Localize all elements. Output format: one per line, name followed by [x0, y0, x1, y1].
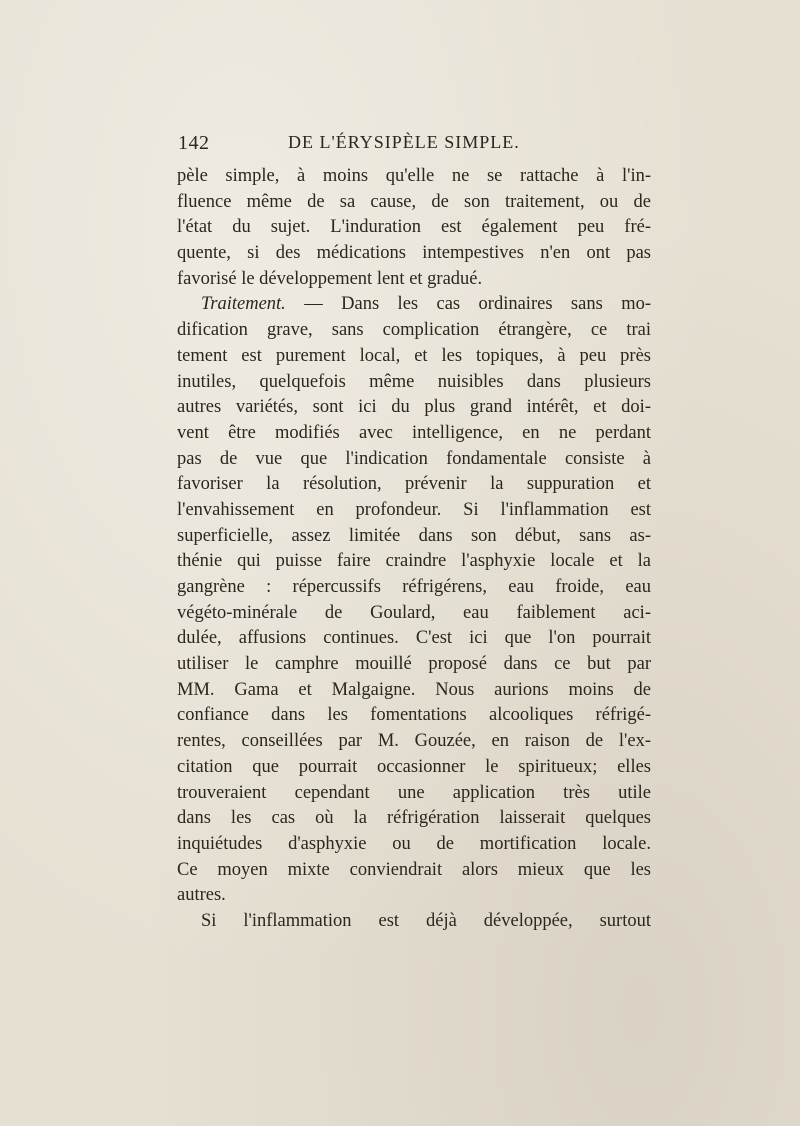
text-line: l'envahissement en profondeur. Si l'inflammation est — [177, 499, 651, 520]
text-line: Si l'inflammation est déjà développée, surtout — [201, 910, 651, 931]
text-line: favoriser la résolution, prévenir la suppuration et — [177, 474, 651, 495]
text-fragment: — Dans les cas ordinaires sans mo- — [285, 294, 651, 315]
text-line-section-start — [177, 292, 651, 318]
text-line: vent être modifiés avec intelligence, en ne perdant — [177, 422, 651, 443]
text-line: autres variétés, sont ici du plus grand intérêt, et doi- — [177, 397, 651, 418]
text-line: gangrène : répercussifs réfrigérens, eau froide, eau — [177, 577, 651, 597]
text-line: favorisé le développement lent et gradué. — [177, 268, 483, 289]
text-line: l'état du sujet. L'induration est également peu fré- — [177, 217, 651, 238]
text-line: confiance dans les fomentations alcooliques réfrigé- — [177, 705, 651, 726]
page-number: 142 — [178, 132, 210, 154]
text-line: autres. — [177, 885, 226, 906]
running-title: DE L'ÉRYSIPÈLE SIMPLE. — [288, 132, 520, 152]
text-line: pèle simple, à moins qu'elle ne se rattache à l'in- — [177, 166, 651, 186]
text-line: quente, si des médications intempestives n'en ont pas — [177, 243, 651, 264]
text-line: tement est purement local, et les topiques, à peu près — [177, 345, 651, 366]
text-line: Ce moyen mixte conviendrait alors mieux que les — [177, 859, 651, 880]
section-heading: Traitement. — [201, 294, 286, 315]
body-text — [177, 164, 651, 935]
text-line: dans les cas où la réfrigération laisserait quelques — [177, 808, 651, 829]
text-line: superficielle, assez limitée dans son début, sans as- — [177, 525, 651, 546]
text-line: trouveraient cependant une application très utile — [177, 782, 651, 803]
text-line: inquiétudes d'asphyxie ou de mortification locale. — [177, 833, 651, 854]
text-line: dification grave, sans complication étrangère, ce trai — [177, 320, 651, 341]
text-line: végéto-minérale de Goulard, eau faiblement aci- — [177, 602, 651, 623]
text-line: inutiles, quelquefois même nuisibles dans plusieurs — [177, 371, 651, 392]
text-line: citation que pourrait occasionner le spiritueux; elles — [177, 756, 651, 777]
page-header — [178, 128, 658, 158]
text-line: thénie qui puisse faire craindre l'asphyxie locale et la — [177, 551, 651, 572]
text-line: fluence même de sa cause, de son traitement, ou de — [177, 191, 651, 212]
text-line: pas de vue que l'indication fondamentale consiste à — [177, 448, 651, 469]
text-line: MM. Gama et Malgaigne. Nous aurions moins de — [177, 679, 651, 700]
text-line: rentes, conseillées par M. Gouzée, en raison de l'ex- — [177, 731, 651, 752]
text-line: utiliser le camphre mouillé proposé dans ce but par — [177, 654, 651, 675]
text-line: dulée, affusions continues. C'est ici que l'on pourrait — [177, 628, 651, 649]
